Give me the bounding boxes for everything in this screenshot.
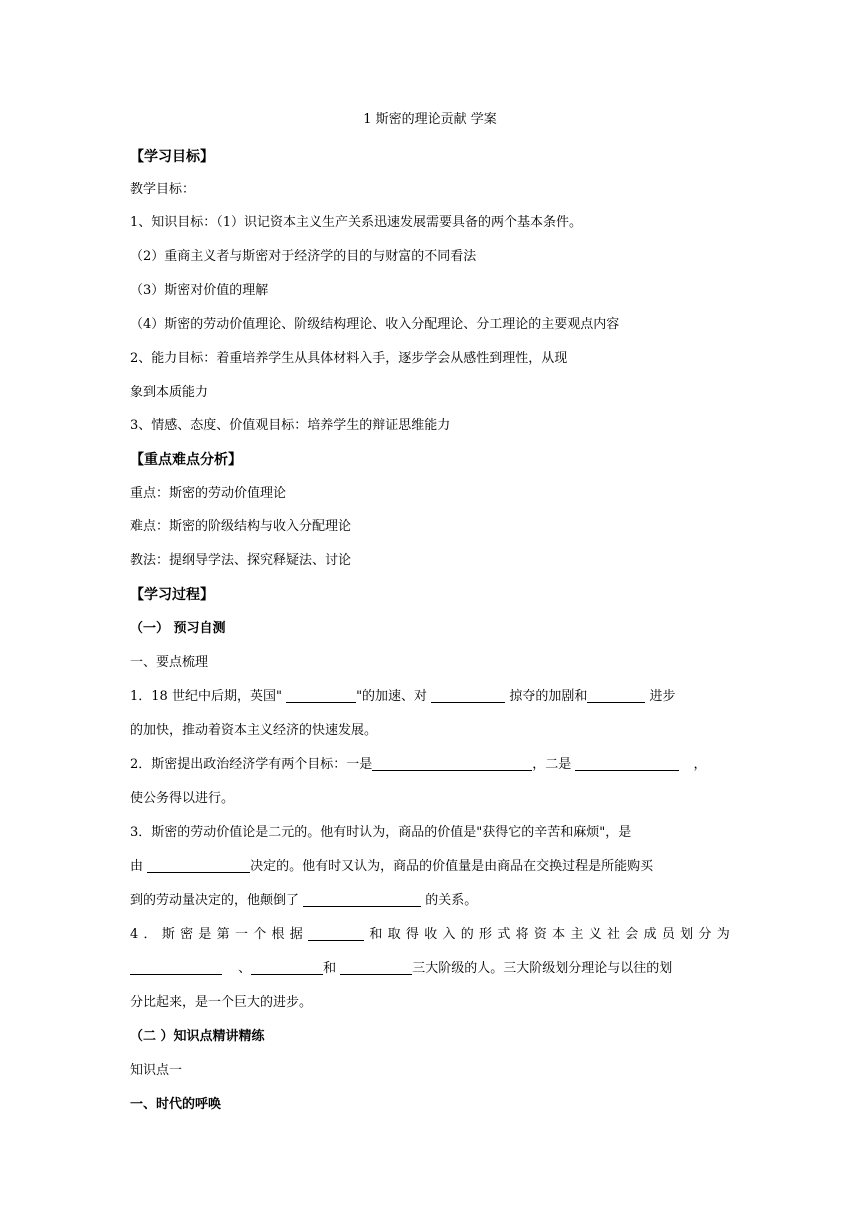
knowledge-goal-2: （2）重商主义者与斯密对于经济学的目的与财富的不同看法 [130, 249, 477, 264]
section-learning-process: 【学习过程】 [130, 587, 214, 603]
question-3-line3 [130, 892, 477, 910]
q1-blank-3[interactable] [587, 688, 645, 703]
q4-line1-char: 密 [180, 927, 194, 942]
key-point: 重点：斯密的劳动价值理论 [130, 486, 287, 501]
q4-line1-char: 划 [680, 927, 694, 942]
question-4-line3: 分比起来，是一个巨大的进步。 [130, 995, 313, 1010]
knowledge-goal-1: 1、知识目标：（1）识记资本主义生产关系迅速发展需要具备的两个基本条件。 [130, 215, 583, 230]
preview-test-heading: （一） 预习自测 [130, 621, 226, 636]
q4-line1-char: 一 [234, 927, 248, 942]
q4-text-b: 和 [323, 961, 341, 976]
q4-blank-3[interactable] [251, 960, 323, 975]
section-learning-goals: 【学习目标】 [130, 149, 214, 165]
q4-line1-char: 形 [479, 927, 493, 942]
q4-line1-char: 据 [289, 927, 303, 942]
q4-line1-char: 取 [387, 927, 401, 942]
q4-line1-char: 资 [533, 927, 547, 942]
emotion-goal: 3、情感、态度、价值观目标：培养学生的辩证思维能力 [130, 418, 451, 433]
q4-blank-4[interactable] [340, 960, 412, 975]
q3-text-d: 的关系。 [421, 893, 478, 908]
q4-line1-char: 和 [369, 927, 383, 942]
q4-line1-char: 得 [405, 927, 419, 942]
teaching-goals-label: 教学目标： [130, 182, 196, 197]
question-4-line2 [130, 960, 672, 978]
question-1-line2: 的加快，推动着资本主义经济的快速发展。 [130, 723, 378, 738]
q4-line1-char: 社 [607, 927, 621, 942]
q1-text-a: 1．18 世纪中后期，英国" [130, 689, 287, 704]
question-1-line1 [130, 688, 730, 706]
q1-text-b: "的加速、对 [356, 689, 432, 704]
q4-line1-char: 第 [216, 927, 230, 942]
q4-line1-char: 义 [588, 927, 602, 942]
q3-text-c: 到的劳动量决定的，他颠倒了 [130, 893, 304, 908]
knowledge-explain-heading: （二 ）知识点精讲精练 [130, 1029, 265, 1044]
section-key-points: 【重点难点分析】 [130, 452, 242, 468]
q4-blank-2[interactable] [130, 960, 222, 975]
ability-goal-line1: 2、能力目标：着重培养学生从具体材料入手，逐步学会从感性到理性，从现 [130, 351, 568, 366]
q3-blank-1[interactable] [147, 858, 250, 873]
q4-line1-char: 斯 [161, 927, 175, 942]
q2-blank-1[interactable] [372, 756, 532, 771]
question-3-line1: 3．斯密的劳动价值论是二元的。他有时认为，商品的价值是"获得它的辛苦和麻烦"，是 [130, 825, 632, 840]
q4-blank-1[interactable] [308, 926, 364, 941]
q1-text-d: 进步 [645, 689, 676, 704]
q4-line1-char: 为 [716, 927, 730, 942]
q4-line1-char: ． [143, 927, 157, 942]
q2-text-b: ，二是 [532, 757, 576, 772]
q1-blank-1[interactable] [286, 688, 356, 703]
difficult-point: 难点：斯密的阶级结构与收入分配理论 [130, 519, 352, 534]
q4-line1-char: 主 [570, 927, 584, 942]
question-2-line2: 使公务得以进行。 [130, 791, 235, 806]
points-heading: 一、要点梳理 [130, 655, 209, 670]
doc-title: 1 斯密的理论贡献 学案 [363, 112, 497, 127]
question-3-line2 [130, 858, 653, 876]
q1-blank-2[interactable] [431, 688, 505, 703]
q4-line1-char: 本 [552, 927, 566, 942]
q2-text-a: 2．斯密提出政治经济学有两个目标：一是 [130, 757, 373, 772]
knowledge-goal-4: （4）斯密的劳动价值理论、阶级结构理论、收入分配理论、分工理论的主要观点内容 [130, 317, 620, 332]
q4-line1-char: 4 [130, 927, 139, 942]
q4-line1-char: 员 [661, 927, 675, 942]
q3-text-a: 由 [130, 859, 148, 874]
knowledge-goal-3: （3）斯密对价值的理解 [130, 283, 269, 298]
q4-line1-char: 收 [424, 927, 438, 942]
question-2-line1 [130, 756, 707, 774]
q4-line1-char: 的 [460, 927, 474, 942]
q3-text-b: 决定的。他有时又认为，商品的价值量是由商品在交换过程是所能购买 [250, 859, 654, 874]
q4-text-c: 三大阶级的人。三大阶级划分理论与以往的划 [412, 961, 673, 976]
era-call-heading: 一、时代的呼唤 [130, 1097, 222, 1112]
q4-line1-char: 将 [515, 927, 529, 942]
q4-line1-char: 入 [442, 927, 456, 942]
question-4-line1 [130, 926, 730, 944]
q4-line1-char: 个 [253, 927, 267, 942]
q4-line1-char: 是 [198, 927, 212, 942]
teaching-method: 教法：提纲导学法、探究释疑法、讨论 [130, 553, 352, 568]
knowledge-point-1: 知识点一 [130, 1063, 183, 1078]
q4-line1-char: 会 [625, 927, 639, 942]
q4-line1-char: 成 [643, 927, 657, 942]
q4-line1-char: 式 [497, 927, 511, 942]
ability-goal-line2: 象到本质能力 [130, 385, 209, 400]
q2-text-c: ， [689, 757, 707, 772]
q4-line1-char: 根 [271, 927, 285, 942]
q3-blank-2[interactable] [303, 892, 421, 907]
q4-line1-char: 分 [698, 927, 712, 942]
q4-text-a: 、 [234, 961, 252, 976]
q1-text-c: 掠夺的加剧和 [505, 689, 588, 704]
q2-blank-2[interactable] [575, 756, 679, 771]
